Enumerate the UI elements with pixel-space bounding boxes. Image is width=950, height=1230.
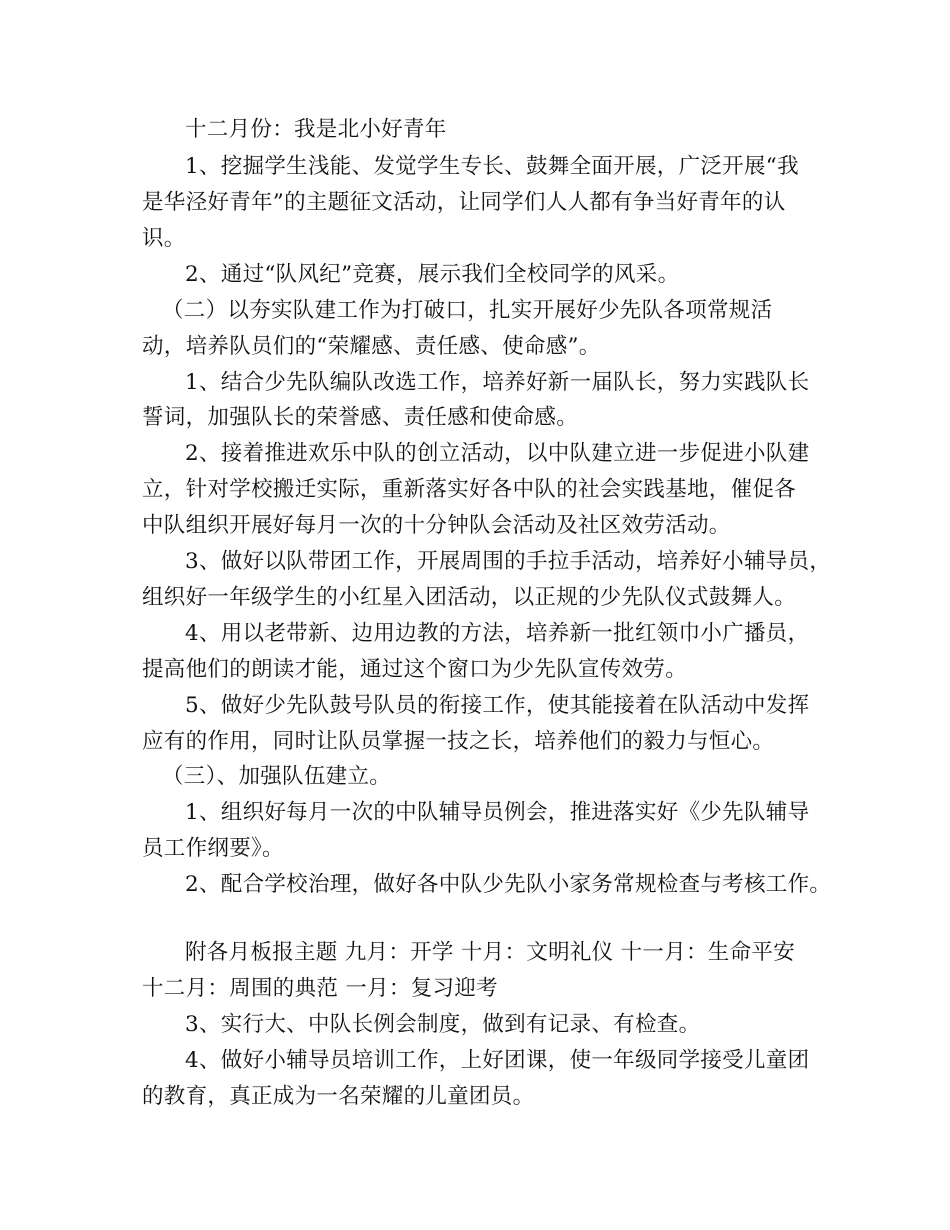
paragraph-line: 中队组织开展好每月一次的十分钟队会活动及社区效劳活动。	[142, 513, 731, 538]
paragraph-line: 是华泾好青年”的主题征文活动，让同学们人人都有争当好青年的认	[142, 190, 786, 215]
paragraph-line: 提高他们的朗读才能，通过这个窗口为少先队宣传效劳。	[142, 657, 688, 682]
section-heading-three: （三）、加强队伍建立。	[162, 764, 392, 789]
paragraph-line: 员工作纲要》。	[142, 836, 284, 861]
paragraph-line: 4、用以老带新、边用边教的方法，培养新一批红领巾小广播员，	[185, 621, 810, 646]
paragraph-line: 1、组织好每月一次的中队辅导员例会，推进落实好《少先队辅导	[185, 800, 810, 825]
section-heading-two: （二）以夯实队建工作为打破口，扎实开展好少先队各项常规活	[162, 298, 773, 323]
paragraph-line: 的教育，真正成为一名荣耀的儿童团员。	[142, 1084, 535, 1109]
paragraph-line: 2、配合学校治理，做好各中队少先队小家务常规检查与考核工作。	[185, 872, 832, 897]
paragraph-line: 立，针对学校搬迁实际，重新落实好各中队的社会实践基地，催促各	[142, 477, 797, 502]
section-heading-december: 十二月份：我是北小好青年	[185, 117, 447, 142]
paragraph-line: 3、实行大、中队长例会制度，做到有记录、有检查。	[185, 1012, 701, 1037]
paragraph-line: 动，培养队员们的“荣耀感、责任感、使命感”。	[142, 334, 601, 359]
paragraph-line: 2、接着推进欢乐中队的创立活动，以中队建立进一步促进小队建	[185, 441, 810, 466]
paragraph-line: 誓词，加强队长的荣誉感、责任感和使命感。	[142, 405, 579, 430]
board-themes-line: 十二月：周围的典范 一月：复习迎考	[142, 976, 498, 1001]
paragraph-line: 4、做好小辅导员培训工作，上好团课，使一年级同学接受儿童团	[185, 1048, 810, 1073]
paragraph-line: 5、做好少先队鼓号队员的衔接工作，使其能接着在队活动中发挥	[185, 693, 810, 718]
paragraph-line: 应有的作用，同时让队员掌握一技之长，培养他们的毅力与恒心。	[142, 729, 775, 754]
paragraph-line: 3、做好以队带团工作，开展周围的手拉手活动，培养好小辅导员，	[185, 549, 832, 574]
paragraph-line: 识。	[142, 226, 186, 251]
board-themes-line: 附各月板报主题 九月：开学 十月：文明礼仪 十一月：生命平安	[185, 940, 796, 965]
paragraph-line: 组织好一年级学生的小红星入团活动，以正规的少先队仪式鼓舞人。	[142, 585, 797, 610]
paragraph-line: 1、挖掘学生浅能、发觉学生专长、鼓舞全面开展，广泛开展“我	[185, 154, 799, 179]
paragraph-line: 1、结合少先队编队改选工作，培养好新一届队长，努力实践队长	[185, 370, 810, 395]
paragraph-line: 2、通过“队风纪”竞赛，展示我们全校同学的风采。	[185, 262, 680, 287]
